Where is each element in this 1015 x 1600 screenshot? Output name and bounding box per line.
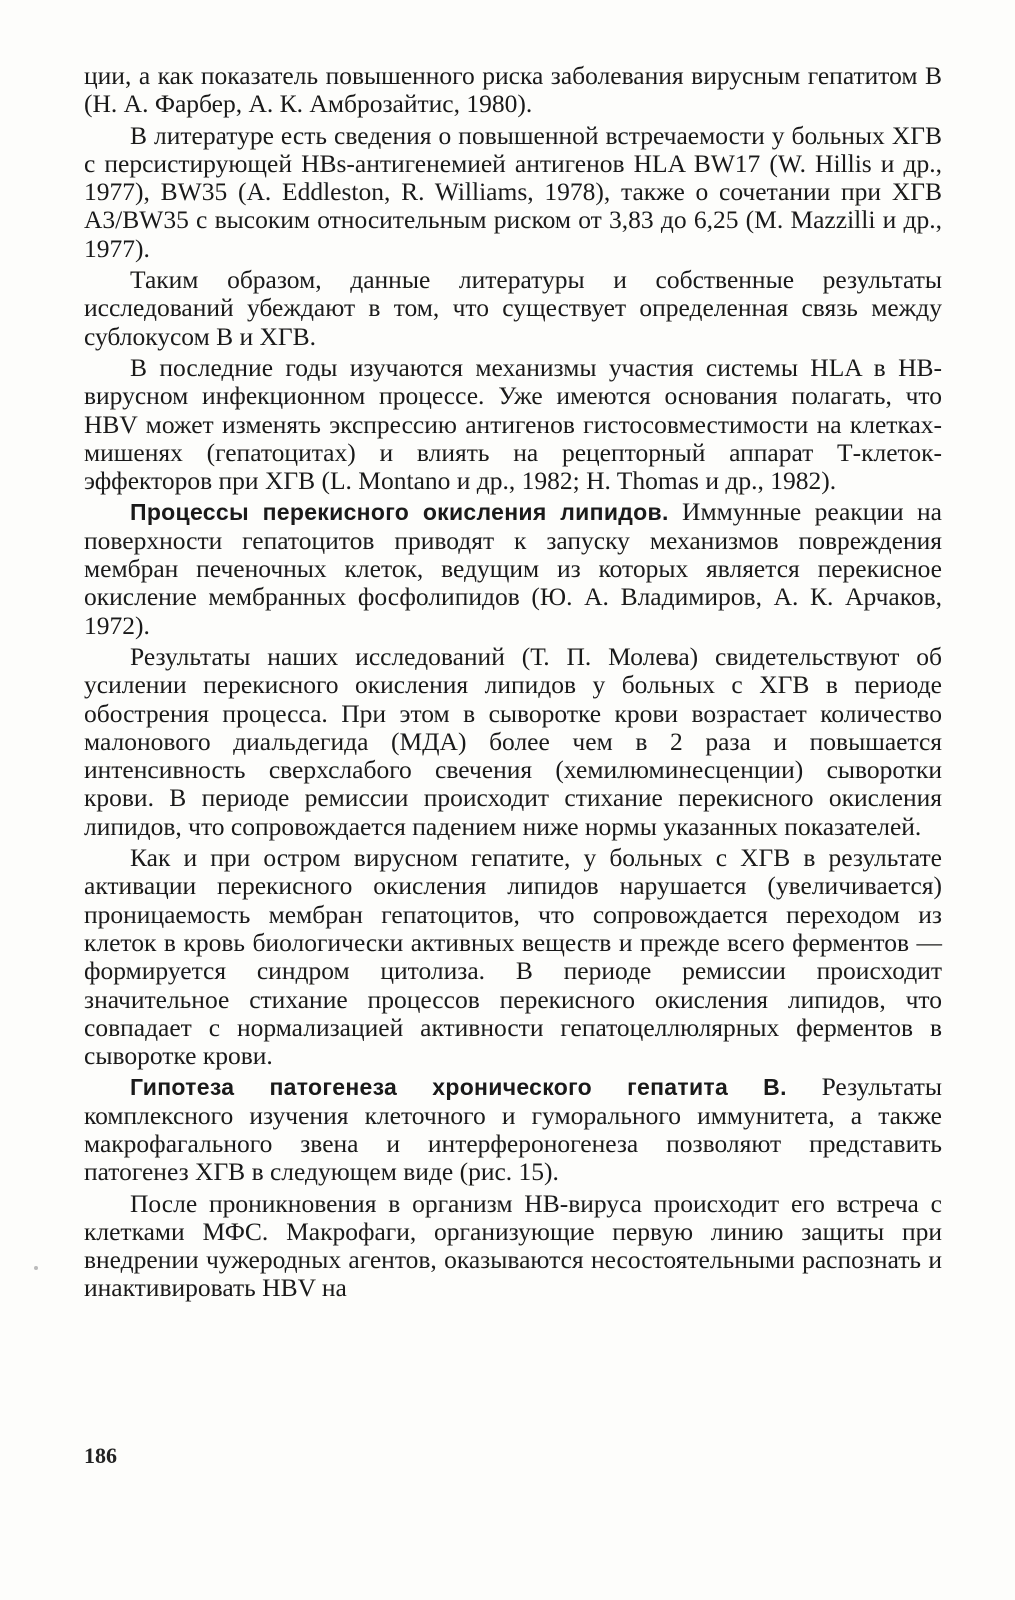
body-text bbox=[84, 62, 942, 1303]
paragraph-8 bbox=[84, 1073, 942, 1186]
paragraph-5 bbox=[84, 498, 942, 639]
page-number: 186 bbox=[84, 1443, 117, 1468]
section-heading-pathogenesis-hypothesis: Гипотеза патогенеза хронического гепатита В. bbox=[130, 1074, 787, 1101]
paragraph-3: Таким образом, данные литературы и собственные результаты исследований убеждают в том, что существует определенная связь между сублокусом В и ХГВ. bbox=[84, 265, 942, 351]
paragraph-6: Результаты наших исследований (Т. П. Молева) свидетельствуют об усилении перекисного окисления липидов у больных с ХГВ в периоде обострения процесса. При этом в сыворотке крови возрастает количество малонового диальдегида (МДА) более чем в 2 раза и повышается интенсивность сверхслабого свечения (хемилюминесценции) сыворотки крови. В периоде ремиссии происходит стихание перекисного окисления липидов, что сопровождается падением ниже нормы указанных показателей. bbox=[84, 641, 942, 841]
paragraph-9: После проникновения в организм НВ-вируса происходит его встреча с клетками МФС. Макрофаги, организующие первую линию защиты при внедрении чужеродных агентов, оказываются несостоятельными распознать и инактивировать HBV на bbox=[84, 1188, 942, 1303]
section-heading-lipid-peroxidation: Процессы перекисного окисления липидов. bbox=[130, 499, 669, 526]
paragraph-5-text: Иммунные реакции на поверхности гепатоцитов приводят к запуску механизмов повреждения мембран печеночных клеток, ведущим из которых является перекисное окисление мембранных фосфолипидов (Ю. А. Владимиров, А. К. Арчаков, 1972). bbox=[84, 497, 942, 640]
scan-speck bbox=[34, 1266, 38, 1270]
paragraph-4: В последние годы изучаются механизмы участия системы HLA в НВ-вирусном инфекционном процессе. Уже имеются основания полагать, что HBV может изменять экспрессию антигенов гистосовместимости на клетках-мишенях (гепатоцитах) и влиять на рецепторный аппарат Т-клеток-эффекторов при ХГВ (L. Montano и др., 1982; H. Thomas и др., 1982). bbox=[84, 352, 942, 496]
paragraph-2: В литературе есть сведения о повышенной встречаемости у больных ХГВ с персистирующей HBs-антигенемией антигенов HLA BW17 (W. Hillis и др., 1977), BW35 (A. Eddleston, R. Williams, 1978), также о сочетании при ХГВ А3/BW35 с высоким относительным риском от 3,83 до 6,25 (M. Mazzilli и др., 1977). bbox=[84, 120, 942, 263]
paragraph-8-text: Результаты комплексного изучения клеточного и гуморального иммунитета, а также макрофагального звена и интерфероногенеза позволяют представить патогенез ХГВ в следующем виде (рис. 15). bbox=[84, 1072, 943, 1187]
paragraph-7: Как и при остром вирусном гепатите, у больных с ХГВ в результате активации перекисного окисления липидов нарушается (увеличивается) проницаемость мембран гепатоцитов, что сопровождается переходом из клеток в кровь биологически активных веществ и прежде всего ферментов — формируется синдром цитолиза. В периоде ремиссии происходит значительное стихание процессов перекисного окисления липидов, что совпадает с нормализацией активности гепатоцеллюлярных ферментов в сыворотке крови. bbox=[84, 843, 942, 1071]
paragraph-1: ции, а как показатель повышенного риска заболевания вирусным гепатитом В (Н. А. Фарбер, А. К. Амброзайтис, 1980). bbox=[84, 61, 942, 119]
